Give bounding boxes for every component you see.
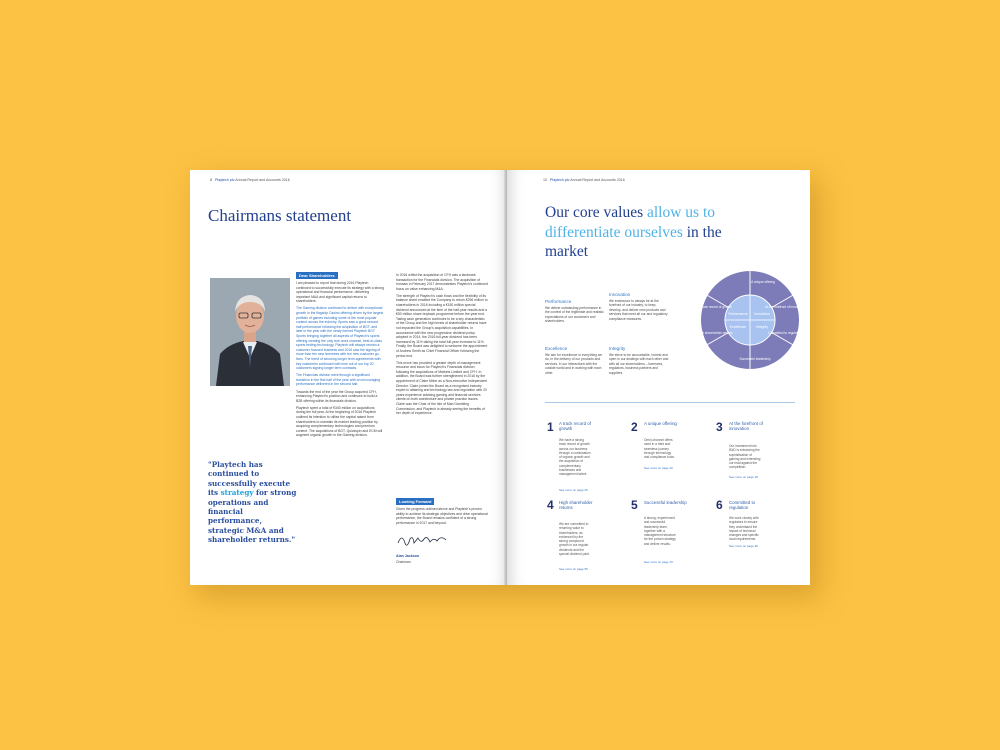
see-more-link[interactable]: See more on page 56 bbox=[559, 567, 588, 571]
core-values-title bbox=[545, 203, 765, 262]
chairman-photo bbox=[210, 278, 290, 386]
item-text: We have a strong track record of growth across our business through a combination of organic growth and the acquisition of complementary businesses and management talent. bbox=[559, 438, 591, 477]
item-text: A strong, experienced and successful leadership team, together with a management structure for the proven strategy and deliver results. bbox=[644, 516, 676, 546]
wheel-inner-innovation: Innovation bbox=[754, 312, 770, 316]
item-number: 4 bbox=[547, 498, 554, 512]
value-text-performance: We deliver outstanding performance in the context of the legitimate and realistic expectations of our customers and shareholders. bbox=[545, 306, 604, 324]
value-text-innovation: We endeavour to always be at the forefront of our industry, to keep, develop, and deliver new products and services that meet all our and regulatory compliance measures. bbox=[609, 299, 668, 321]
pull-quote-text-end: for strong operations and financial performance, strategic M&A and shareholder returns." bbox=[208, 488, 297, 545]
item-text: Our investment into R&D is enhancing the sophistication of gaming and extending our lead against the competition. bbox=[729, 444, 761, 470]
portrait-icon bbox=[210, 278, 290, 386]
value-text-integrity: We strive to be accountable, honest and open in our dealings with each other and with all our shareholders – licensees, regulators, business partners and suppliers. bbox=[609, 353, 669, 375]
item-title: High shareholder returns bbox=[559, 500, 593, 511]
pull-quote bbox=[208, 460, 298, 545]
paragraph: Towards the end of the year the Group acquired CFH, enhancing Playtech's position and continues to build a B2B offering within its financials division. bbox=[296, 389, 378, 403]
signature-icon bbox=[396, 531, 452, 551]
paragraph: The strength of Playtech's cash flows and the flexibility of its balance sheet enabled the Company to return €296 million to shareholders in 2016 including a €150 million special dividend announced at the time of the half-year results and a €50 million share buyback programme before the year end. Taking cash generation continues to be a key characteristic of the Group and the high levels of shareholder returns have not impacted the Group's acquisition capabilities. In accordance with the new progressive dividend policy adopted in 2014, the 2016 full-year dividend has been increased by 11% taking the total full-year increase to 11%. Finally, the Board was delighted to welcome the appointment of Andrew Smith as Chief Financial Officer following the period end. bbox=[396, 293, 488, 358]
left-running-header bbox=[210, 178, 290, 182]
see-more-link[interactable]: See more on page 36 bbox=[729, 544, 758, 548]
wheel-outer-committed-regulation: Committed to regulation bbox=[768, 331, 802, 335]
right-running-header bbox=[543, 178, 625, 182]
item-title: At the forefront of innovation bbox=[729, 421, 763, 432]
item-title: Successful leadership bbox=[644, 500, 687, 505]
wheel-outer-unique-offering: A unique offering bbox=[751, 280, 775, 284]
left-running-brand: Playtech plc bbox=[215, 178, 235, 182]
item-number: 6 bbox=[716, 498, 723, 512]
title-part-1: Our core values bbox=[545, 204, 644, 221]
wheel-outer-forefront-innovation: At the forefront of innovation bbox=[764, 305, 806, 309]
wheel-outer-successful-leadership: Successful leadership bbox=[739, 357, 771, 361]
item-title: Committed to regulation bbox=[729, 500, 756, 511]
looking-forward-text: Given the progress outlined above and Playtech's proven ability to achieve its strategic objectives and drive operational performance, the Board remains confident of a strong performance in 2017 and beyond. bbox=[396, 507, 488, 525]
item-text: We work closely with regulators to ensure they understand the impact of technical changes and specific local requirements. bbox=[729, 516, 759, 542]
see-more-link[interactable]: See more on page 70 bbox=[644, 560, 673, 564]
chairman-text-column-2 bbox=[396, 273, 488, 495]
wheel-inner-integrity: Integrity bbox=[755, 325, 769, 329]
item-number: 2 bbox=[631, 420, 638, 434]
wheel-outer-track-record: A track record of growth bbox=[698, 305, 732, 309]
item-title: A unique offering bbox=[644, 421, 677, 426]
right-page bbox=[507, 170, 810, 585]
value-heading-excellence: Excellence bbox=[545, 346, 568, 351]
signer-name: Alan Jackson bbox=[396, 554, 420, 558]
value-heading-performance: Performance bbox=[545, 299, 572, 304]
left-running-title: Annual Report and Accounts 2016 bbox=[235, 178, 290, 182]
item-title: A track record of growth bbox=[559, 421, 591, 432]
item-number: 3 bbox=[716, 420, 723, 434]
right-page-number: 10 bbox=[543, 178, 547, 182]
section-heading-dear-shareholders: Dear Shareholders bbox=[296, 272, 338, 279]
chairman-text-column-1 bbox=[296, 281, 384, 561]
see-more-link[interactable]: See more on page 18 bbox=[729, 475, 758, 479]
wheel-outer-high-returns: High shareholder returns bbox=[697, 331, 733, 335]
item-number: 5 bbox=[631, 498, 638, 512]
pull-quote-text: "Playtech has continued to successfully execute its bbox=[208, 460, 291, 498]
wheel-inner-performance: Performance bbox=[728, 312, 748, 316]
title-part-2: allow us to differentiate ourselves bbox=[545, 204, 716, 241]
paragraph: In 2016 whilst the acquisition of CFH was a landmark transaction for the Financials division. The acquisition of Ironsaw in February 2017 demonstrates Playtech's continued focus on value enhancing M&A. bbox=[396, 273, 488, 291]
item-text: Omni-channel offers used in a tried and seamless journey through technology and compliance tools. bbox=[644, 438, 675, 460]
paragraph: I am pleased to report that during 2016 Playtech continued to successfully execute its strategy with a strong operational and financial performance, delivering important M&A and significant capital returns to shareholders. bbox=[296, 281, 385, 304]
paragraph: This move has provided a greater depth of management resource and focus for Playtech's Financials division following the acquisitions of Markets Limited and CFH. In addition, the Board was further strengthened in 2016 by the appointment of Claire Milne as a Non-executive Independent Director. Claire joined the Board as a recognised industry expert in attaining and technology law and regulation with 20 years experience advising gaming and financial services clients on both architecture and private practice issues. Claire was the Chair of the Isle of Man Gambling Commission, and Playtech is already seeing the benefits of her depth of experience. bbox=[396, 360, 488, 416]
paragraph: The Financials division went through a significant transition in the first half of the year with an encouraging performance delivered in the second half. bbox=[296, 373, 381, 387]
section-heading-looking-forward: Looking Forward bbox=[396, 498, 434, 505]
title-part-3: in the market bbox=[545, 223, 722, 260]
pull-quote-highlight: strategy bbox=[220, 488, 254, 498]
left-page bbox=[190, 170, 508, 585]
section-divider bbox=[545, 402, 795, 403]
right-running-title: Annual Report and Accounts 2016 bbox=[570, 178, 625, 182]
item-number: 1 bbox=[547, 420, 554, 434]
page-title: Chairmans statement bbox=[208, 206, 352, 225]
see-more-link[interactable]: See more on page 26 bbox=[559, 488, 588, 492]
wheel-inner-excellence: Excellence bbox=[729, 325, 747, 329]
left-page-number: 8 bbox=[210, 178, 212, 182]
value-heading-integrity: Integrity bbox=[609, 346, 626, 351]
right-running-brand: Playtech plc bbox=[550, 178, 570, 182]
value-text-excellence: We aim for excellence in everything we do, in the delivery of our products and services, in our interactions with the outside world and in working with each other. bbox=[545, 353, 603, 375]
see-more-link[interactable]: See more on page 16 bbox=[644, 466, 673, 470]
paragraph: Playtech spent a total of €340 million on acquisitions during the full year. At the beginning of 2016 Playtech outlined its intention to utilise the capital raised from shareholders to maintain its market leading position by acquiring complementary technologies and premium content. The acquisitions of BGT, Quickspin and ECM will augment organic growth in the Gaming division. bbox=[296, 405, 383, 438]
paragraph: The Gaming division continued to deliver with exceptional growth in the flagship Casino offering driven by the largest portfolio of games including some of the most popular content across the industry. Sports saw a good second half performance following the acquisition of BGT, and later in the year with the newly formed Playtech BGT Sports bringing together all aspects of Playtech's sports offering creating the only true omni-channel, best-in-class sports betting technology. Playtech will always remain a customer focused business and 2016 saw the signing of more than ten new licensees with ten new customer go-lives. The trend of securing longer term agreements with key customers continued with nine out of our top 20 customers signing longer term contracts. bbox=[296, 306, 384, 371]
item-text: We are committed to returning value to shareholders, as evidenced by the strong compound growth in our regular dividends and the special dividend paid. bbox=[559, 522, 590, 557]
core-values-wheel bbox=[697, 270, 806, 370]
value-heading-innovation: Innovation bbox=[609, 292, 631, 297]
signer-role: Chairman bbox=[396, 560, 411, 564]
